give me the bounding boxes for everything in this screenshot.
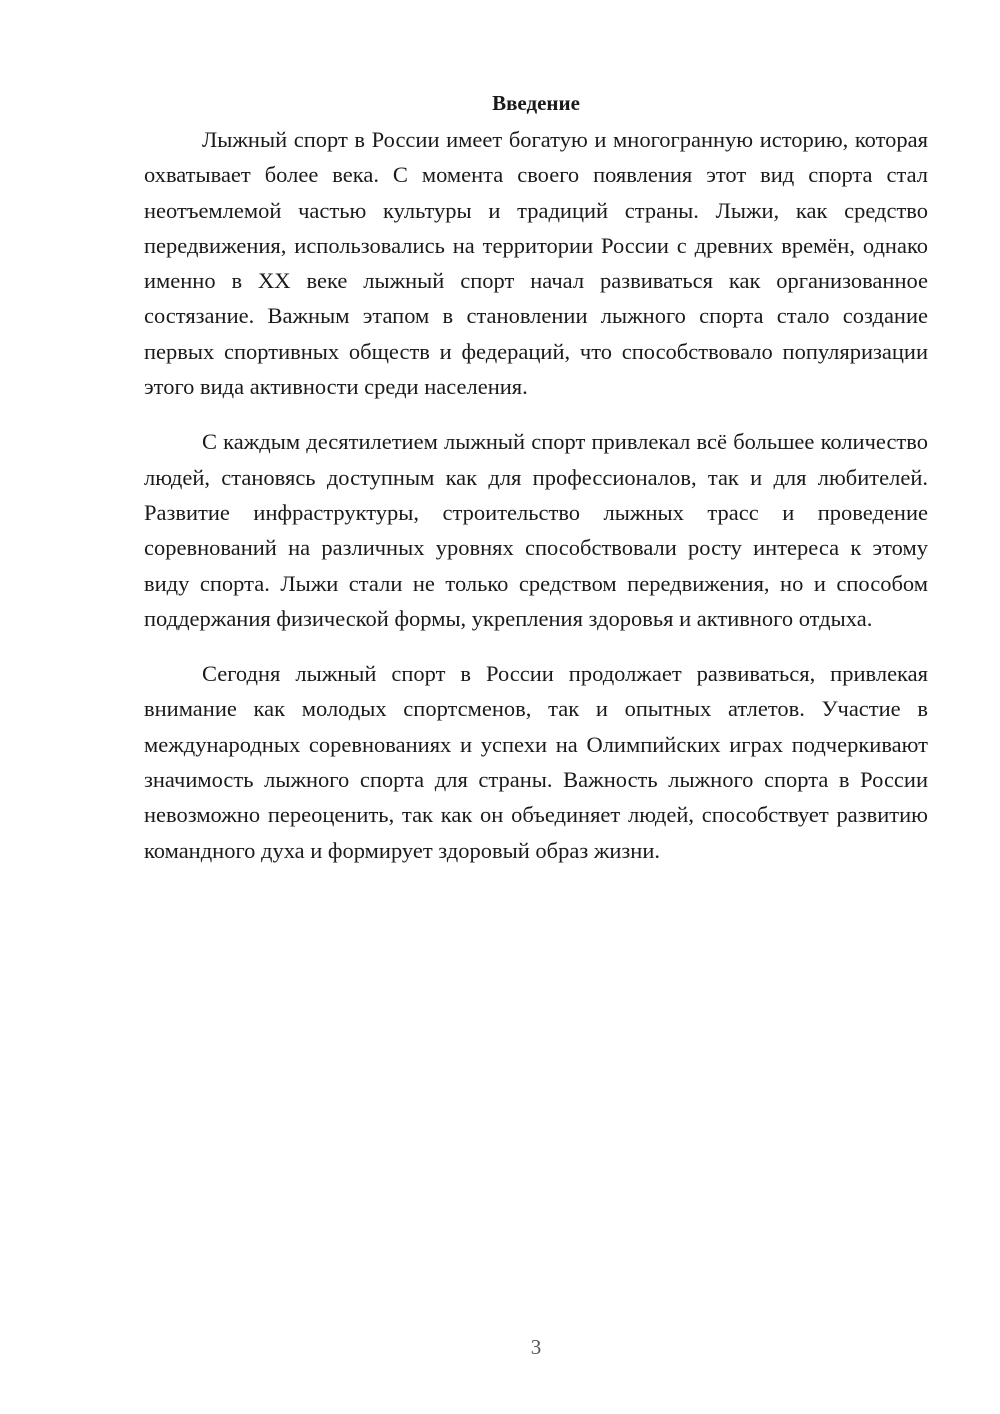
page-content xyxy=(144,88,928,868)
paragraph-1: Лыжный спорт в России имеет богатую и многогранную историю, которая охватывает более века. С момента своего появления этот вид спорта стал неотъемлемой частью культуры и традиций страны. Лыжи, как средство передвижения, использовались на территории России с древних времён, однако именно в XX веке лыжный спорт начал развиваться как организованное состязание. Важным этапом в становлении лыжного спорта стало создание первых спортивных обществ и федераций, что способствовало популяризации этого вида активности среди населения. xyxy=(144,127,928,400)
paragraph-3: Сегодня лыжный спорт в России продолжает развиваться, привлекая внимание как молодых спортсменов, так и опытных атлетов. Участие в международных соревнованиях и успехи на Олимпийских играх подчеркивают значимость лыжного спорта для страны. Важность лыжного спорта в России невозможно переоценить, так как он объединяет людей, способствует развитию командного духа и формирует здоровый образ жизни. xyxy=(144,661,928,863)
page-number: 3 xyxy=(530,1335,542,1359)
paragraph-2: С каждым десятилетием лыжный спорт привлекал всё большее количество людей, становясь доступным как для профессионалов, так и для любителей. Развитие инфраструктуры, строительство лыжных трасс и проведение соревнований на различных уровнях способствовали росту интереса к этому виду спорта. Лыжи стали не только средством передвижения, но и способом поддержания физической формы, укрепления здоровья и активного отдыха. xyxy=(144,429,928,631)
section-heading: Введение xyxy=(492,91,580,115)
